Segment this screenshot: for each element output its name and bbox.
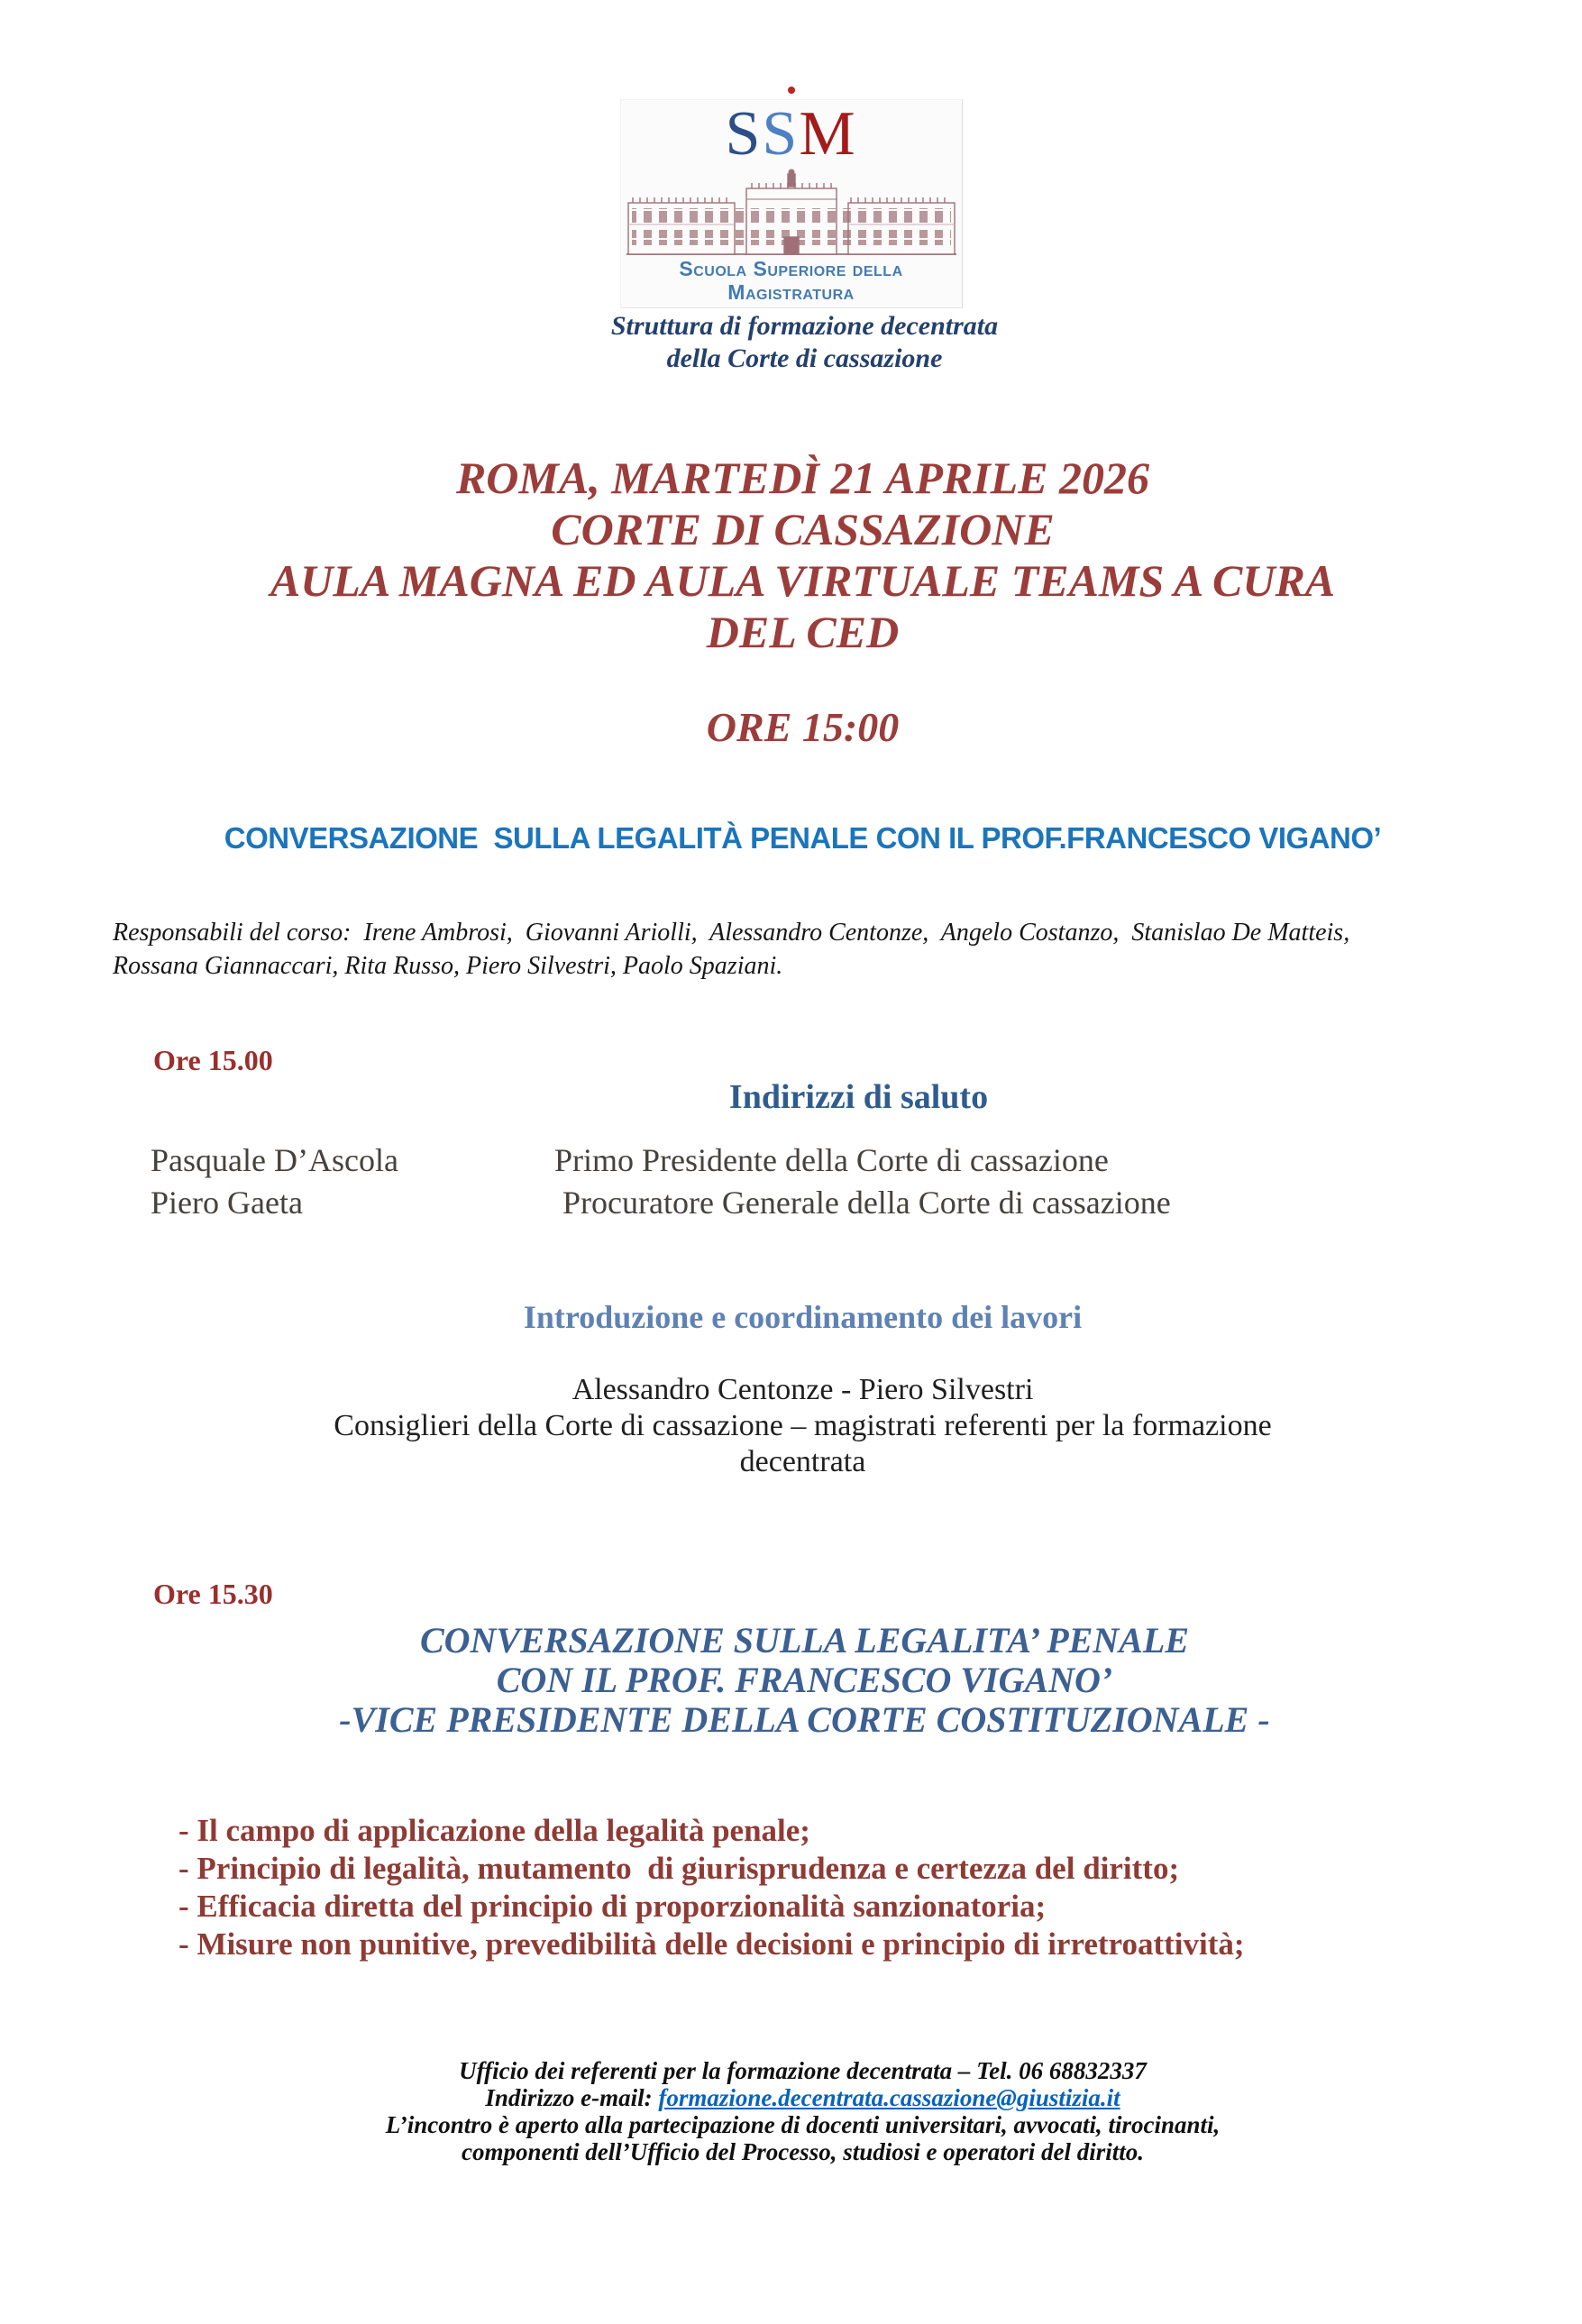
ssm-logo — [620, 99, 963, 308]
introduction-line3: decentrata — [739, 1445, 866, 1478]
email-link[interactable]: formazione.decentrata.cassazione@giustizia.it — [658, 2084, 1120, 2111]
course-managers — [113, 916, 1510, 983]
footer — [0, 2057, 1582, 2165]
slot2-title-line2: CON IL PROF. FRANCESCO VIGANO’ — [496, 1660, 1113, 1700]
event-time: ORE 15:00 — [706, 704, 900, 750]
footer-participation-line2: componenti dell’Ufficio del Processo, studiosi e operatori del diritto. — [462, 2138, 1144, 2165]
discussion-topics — [178, 1812, 1582, 1963]
ssm-letter-s2: S — [762, 99, 800, 169]
speaker-name: Pasquale D’Ascola — [151, 1142, 398, 1178]
topic-item: - Il campo di applicazione della legalità penale; — [178, 1813, 810, 1848]
course-managers-line2: Rossana Giannaccari, Rita Russo, Piero Silvestri, Paolo Spaziani. — [113, 952, 783, 980]
logo-subtitle-line2: della Corte di cassazione — [666, 343, 943, 373]
slot2-title — [0, 1621, 1582, 1740]
course-managers-line1: Responsabili del corso: Irene Ambrosi, Giovanni Ariolli, Alessandro Centonze, Angelo Costanzo, Stanislao De Matteis, — [113, 919, 1350, 947]
topic-item: - Efficacia diretta del principio di proporzionalità sanzionatoria; — [178, 1889, 1047, 1924]
event-title-line3: AULA MAGNA ED AULA VIRTUALE TEAMS A CURA — [270, 555, 1336, 606]
slot1-heading: Indirizzi di saluto — [728, 1078, 989, 1116]
footer-office-line: Ufficio dei referenti per la formazione decentrata – Tel. 06 68832337 — [459, 2057, 1147, 2084]
logo-subtitle — [0, 310, 1582, 375]
introduction-heading: Introduzione e coordinamento dei lavori — [523, 1299, 1083, 1335]
speaker-role: Primo Presidente della Corte di cassazione — [554, 1142, 1109, 1178]
footer-participation-line1: L’incontro è aperto alla partecipazione di docenti universitari, avvocati, tirocinanti, — [385, 2111, 1221, 2138]
slot2-title-line1: CONVERSAZIONE SULLA LEGALITA’ PENALE — [419, 1620, 1190, 1661]
slot2-time-label: Ore 15.30 — [153, 1578, 273, 1610]
slot2-title-line3: -VICE PRESIDENTE DELLA CORTE COSTITUZIONALE - — [339, 1699, 1270, 1740]
red-dot-mark — [788, 87, 795, 94]
footer-email-label: Indirizzo e-mail: — [485, 2084, 659, 2111]
introduction-speakers — [0, 1372, 1582, 1480]
ssm-letter-m: M — [799, 99, 857, 169]
introduction-line2: Consiglieri della Corte di cassazione – magistrati referenti per la formazione — [334, 1409, 1272, 1442]
event-title — [0, 453, 1582, 658]
topic-item: - Principio di legalità, mutamento di giurisprudenza e certezza del diritto; — [178, 1851, 1180, 1886]
event-title-line4: DEL CED — [706, 607, 900, 657]
ssm-building-illustration — [621, 167, 962, 257]
ssm-letter-s1: S — [725, 99, 763, 169]
ssm-logo-text — [621, 99, 962, 169]
logo-subtitle-line1: Struttura di formazione decentrata — [610, 311, 999, 341]
session-heading: CONVERSAZIONE SULLA LEGALITÀ PENALE CON IL PROF.FRANCESCO VIGANO’ — [224, 821, 1382, 855]
speaker-name: Piero Gaeta — [151, 1185, 303, 1221]
slot1-time-label: Ore 15.00 — [153, 1044, 273, 1076]
introduction-line1: Alessandro Centonze - Piero Silvestri — [572, 1373, 1034, 1406]
greetings-speakers — [151, 1139, 1582, 1224]
speaker-row — [151, 1139, 1582, 1182]
event-title-line1: ROMA, MARTEDÌ 21 APRILE 2026 — [455, 453, 1150, 503]
footer-email-line — [23, 2084, 1582, 2111]
speaker-row — [151, 1182, 1582, 1224]
school-name: Scuola Superiore della Magistratura — [679, 257, 903, 304]
event-title-line2: CORTE DI CASSAZIONE — [551, 504, 1055, 554]
topic-item: - Misure non punitive, prevedibilità delle decisioni e principio di irretroattività; — [178, 1926, 1245, 1962]
speaker-role: Procuratore Generale della Corte di cassazione — [554, 1185, 1171, 1221]
